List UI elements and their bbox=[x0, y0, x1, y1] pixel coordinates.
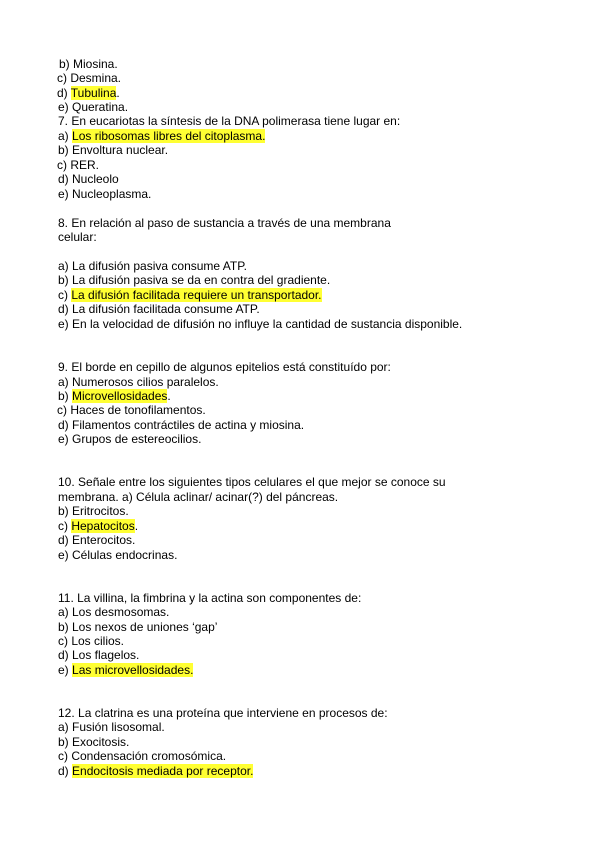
text-segment: 7. En eucariotas la síntesis de la DNA polimerasa tiene lugar en: bbox=[58, 114, 401, 128]
text-line bbox=[58, 273, 330, 288]
text-segment: b) bbox=[58, 389, 73, 403]
text-line bbox=[58, 605, 169, 620]
highlighted-answer: Hepatocitos bbox=[71, 519, 135, 533]
text-segment: celular: bbox=[58, 230, 97, 244]
text-segment: e) bbox=[58, 663, 73, 677]
text-line bbox=[58, 259, 247, 274]
text-segment: e) Células endocrinas. bbox=[58, 548, 178, 562]
text-segment: d) bbox=[57, 86, 71, 100]
text-segment: 10. Señale entre los siguientes tipos celulares el que mejor se conoce su bbox=[58, 475, 446, 489]
text-segment: . bbox=[134, 519, 139, 533]
text-line bbox=[58, 129, 265, 144]
text-segment: c) Desmina. bbox=[57, 71, 122, 85]
text-line bbox=[58, 375, 219, 390]
text-line bbox=[58, 172, 119, 187]
text-segment: d) bbox=[58, 764, 73, 778]
text-line bbox=[57, 71, 121, 86]
text-segment: a) Fusión lisosomal. bbox=[58, 720, 165, 734]
text-segment: e) Queratina. bbox=[58, 100, 129, 114]
highlighted-answer: Tubulina bbox=[70, 86, 117, 100]
text-line bbox=[58, 187, 151, 202]
text-line bbox=[58, 735, 129, 750]
text-segment: 8. En relación al paso de sustancia a través de una membrana bbox=[58, 216, 391, 230]
text-segment: c) Condensación cromosómica. bbox=[58, 749, 227, 763]
text-line bbox=[58, 317, 462, 332]
text-segment: b) Miosina. bbox=[59, 57, 118, 71]
highlighted-answer: Microvellosidades bbox=[72, 389, 168, 403]
text-line bbox=[58, 230, 97, 245]
text-line bbox=[58, 216, 391, 231]
text-segment: a) Los desmosomas. bbox=[58, 605, 170, 619]
text-segment: b) Exocitosis. bbox=[58, 735, 130, 749]
text-segment: d) Filamentos contráctiles de actina y miosina. bbox=[58, 418, 305, 432]
text-segment: c) bbox=[58, 519, 72, 533]
highlighted-answer: Las microvellosidades. bbox=[72, 663, 194, 677]
text-line bbox=[58, 288, 322, 303]
text-segment: c) Los cilios. bbox=[58, 634, 125, 648]
text-segment: a) La difusión pasiva consume ATP. bbox=[58, 259, 247, 273]
text-line bbox=[59, 57, 118, 72]
text-line bbox=[58, 591, 361, 606]
text-line bbox=[58, 100, 128, 115]
text-segment: c) RER. bbox=[57, 158, 99, 172]
text-segment: e) Nucleoplasma. bbox=[58, 187, 152, 201]
text-line bbox=[58, 720, 165, 735]
text-segment: a) Numerosos cilios paralelos. bbox=[58, 375, 219, 389]
text-line bbox=[57, 86, 120, 101]
text-line bbox=[58, 764, 253, 779]
text-segment: e) En la velocidad de difusión no influye la cantidad de sustancia disponible. bbox=[58, 317, 463, 331]
text-line bbox=[58, 490, 338, 505]
text-segment: . bbox=[167, 389, 171, 403]
text-line bbox=[58, 519, 138, 534]
text-segment: membrana. a) Célula aclinar/ acinar(?) del páncreas. bbox=[58, 490, 339, 504]
text-segment: 9. El borde en cepillo de algunos epitelios está constituído por: bbox=[58, 360, 391, 374]
text-segment: b) Eritrocitos. bbox=[58, 504, 129, 518]
text-segment: d) Los flagelos. bbox=[58, 648, 140, 662]
text-line bbox=[58, 620, 217, 635]
text-line bbox=[58, 475, 446, 490]
text-line bbox=[58, 302, 260, 317]
text-segment: c) Haces de tonofilamentos. bbox=[57, 403, 206, 417]
text-line bbox=[58, 533, 135, 548]
text-segment: d) Nucleolo bbox=[58, 172, 119, 186]
text-segment: d) La difusión facilitada consume ATP. bbox=[58, 302, 260, 316]
text-segment: b) La difusión pasiva se da en contra del gradiente. bbox=[58, 273, 331, 287]
text-line bbox=[57, 158, 99, 173]
text-line bbox=[58, 706, 388, 721]
text-segment: b) Los nexos de uniones ‘gap’ bbox=[58, 620, 218, 634]
text-line bbox=[58, 114, 400, 129]
text-line bbox=[58, 548, 177, 563]
text-line bbox=[58, 634, 124, 649]
text-segment: a) bbox=[58, 129, 73, 143]
text-line bbox=[58, 143, 168, 158]
text-segment: b) Envoltura nuclear. bbox=[58, 143, 169, 157]
text-line bbox=[58, 749, 226, 764]
text-line bbox=[58, 360, 391, 375]
text-line bbox=[57, 403, 206, 418]
text-segment: 11. La villina, la fimbrina y la actina son componentes de: bbox=[58, 591, 362, 605]
highlighted-answer: Endocitosis mediada por receptor. bbox=[72, 764, 254, 778]
highlighted-answer: La difusión facilitada requiere un transportador. bbox=[71, 288, 322, 302]
text-segment: c) bbox=[58, 288, 72, 302]
text-line bbox=[58, 663, 193, 678]
text-line bbox=[58, 648, 139, 663]
text-segment: 12. La clatrina es una proteína que interviene en procesos de: bbox=[58, 706, 388, 720]
text-segment: . bbox=[116, 86, 120, 100]
highlighted-answer: Los ribosomas libres del citoplasma. bbox=[72, 129, 266, 143]
text-line bbox=[58, 418, 304, 433]
text-segment: d) Enterocitos. bbox=[58, 533, 136, 547]
text-line bbox=[58, 389, 171, 404]
text-line bbox=[58, 504, 129, 519]
text-line bbox=[58, 432, 201, 447]
text-segment: e) Grupos de estereocilios. bbox=[58, 432, 202, 446]
